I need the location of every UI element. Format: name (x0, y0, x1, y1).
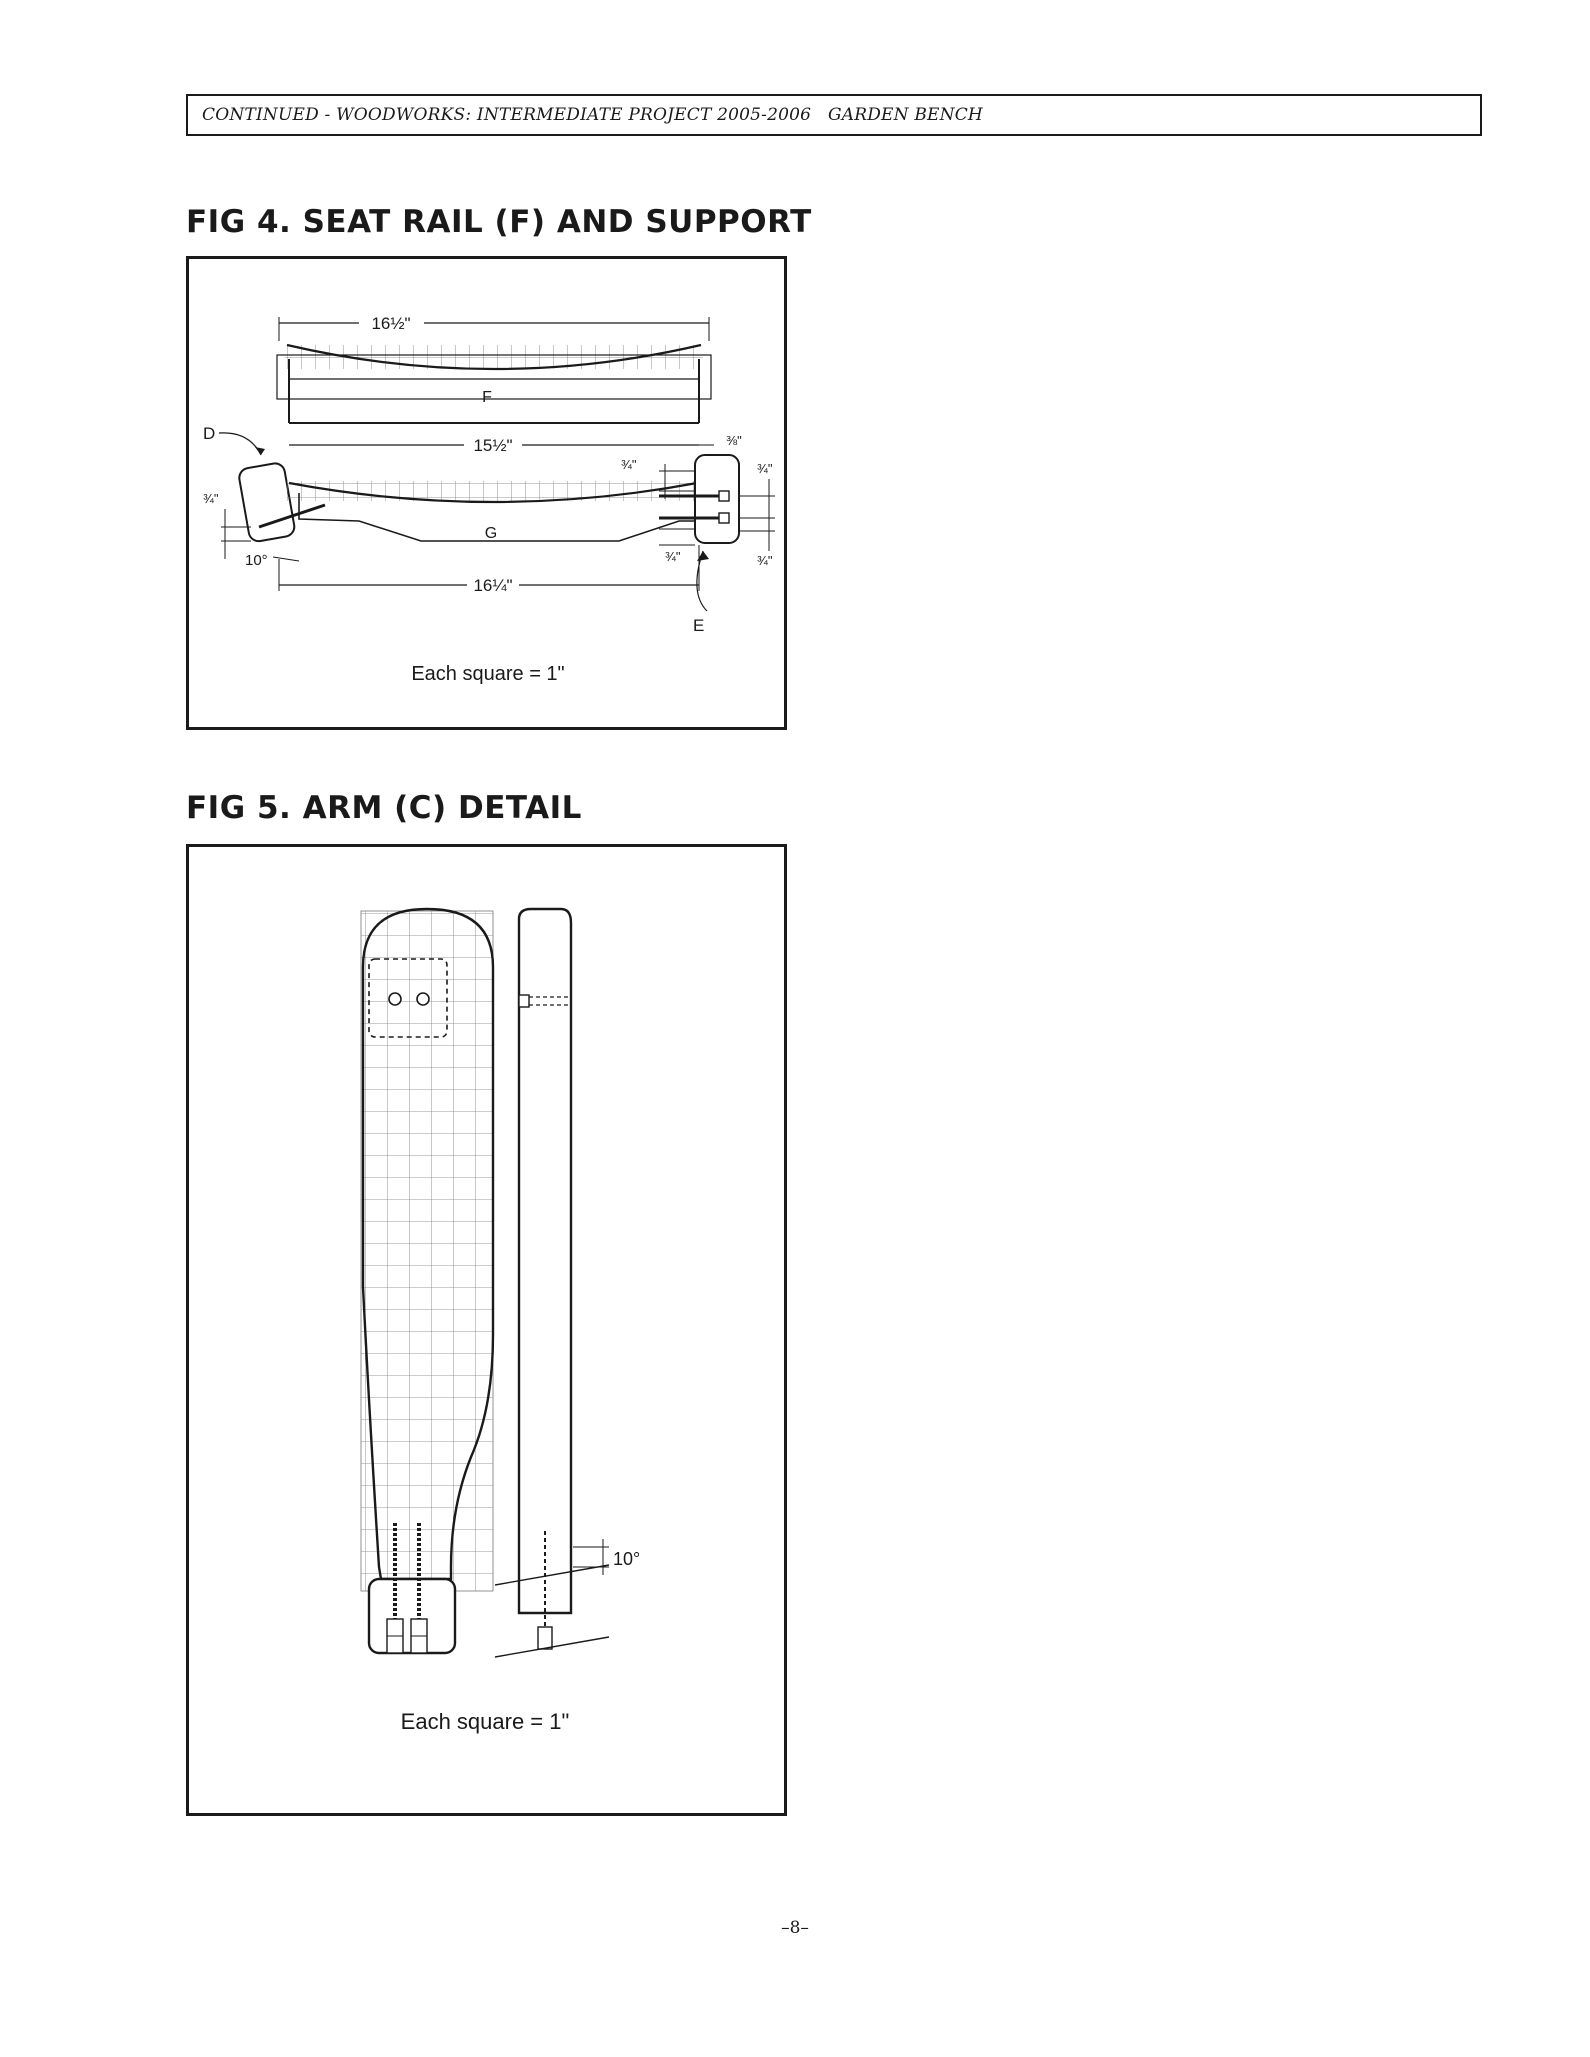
dim-top-overall-label: 16½" (371, 314, 411, 333)
seat-rail-f (277, 345, 711, 423)
fig4-scale-note: Each square = 1" (411, 663, 565, 685)
arm-side-view (495, 909, 640, 1657)
label-g: G (484, 525, 498, 542)
support-g (287, 481, 699, 542)
fig5-drawing (189, 847, 790, 1819)
dim-angle-label: 10° (245, 552, 268, 569)
dim-mid-span (289, 433, 742, 455)
dim-offset-right-label: ⅜" (726, 433, 742, 448)
dim-left-offset-label: ¾" (203, 491, 219, 506)
dim-mid-span-label: 15½" (473, 436, 513, 455)
fig5-angle-label: 10° (613, 1549, 641, 1569)
fig5-title: FIG 5. ARM (C) DETAIL (186, 790, 582, 826)
fig5-diagram (186, 844, 787, 1816)
label-f: F (482, 389, 492, 406)
label-e: E (693, 616, 705, 635)
fig4-title: FIG 4. SEAT RAIL (F) AND SUPPORT (186, 204, 812, 240)
fig4-diagram (186, 256, 787, 730)
dim-right-inner-top-label: ¾" (621, 457, 637, 472)
arm-top-view (361, 909, 493, 1653)
dim-bottom-overall-label: 16¼" (473, 576, 513, 595)
fig4-drawing (189, 259, 790, 733)
dim-bottom-overall (279, 545, 699, 595)
dim-right-outer-top-label: ¾" (757, 461, 773, 476)
page-number: –8– (781, 1918, 809, 1938)
running-header (186, 94, 1482, 136)
running-header-text: CONTINUED - WOODWORKS: INTERMEDIATE PROJECT 2005-2006 GARDEN BENCH (202, 105, 983, 125)
fig5-scale-note: Each square = 1" (400, 1709, 570, 1734)
dim-right-inner-bottom-label: ¾" (665, 549, 681, 564)
dim-top-overall (279, 314, 709, 341)
label-d: D (203, 424, 216, 443)
dim-right-outer-bottom-label: ¾" (757, 553, 773, 568)
